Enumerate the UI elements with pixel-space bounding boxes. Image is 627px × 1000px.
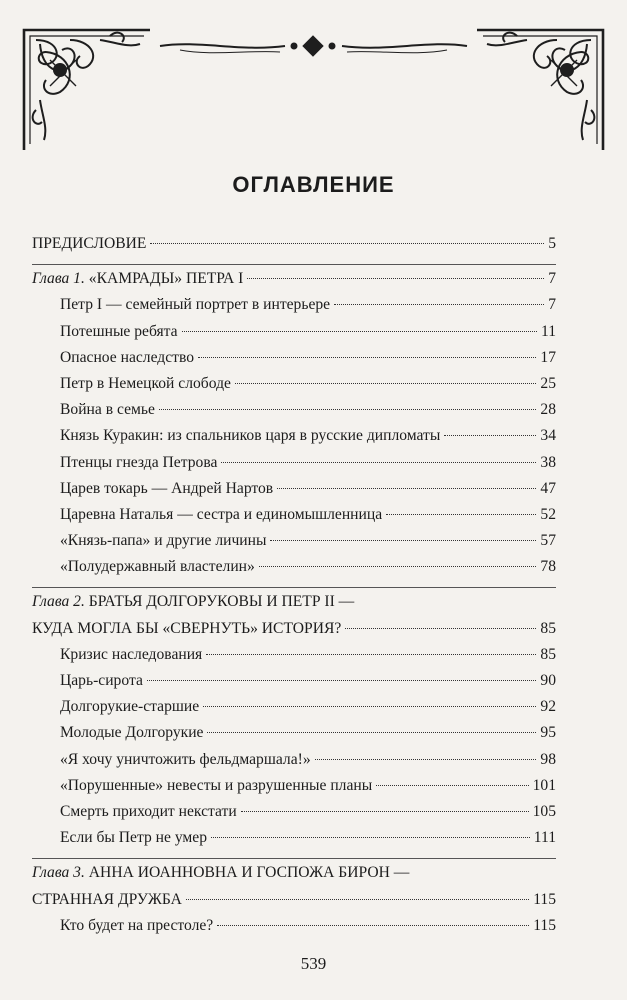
toc-page-number: 47 <box>540 479 556 497</box>
section-title: «Полудержавный властелин» <box>60 558 255 576</box>
toc-page-number: 115 <box>533 890 556 908</box>
toc-section[interactable] <box>32 802 556 828</box>
section-title: Долгорукие-старшие <box>60 698 200 716</box>
dot-leader <box>270 540 536 541</box>
chapter-title: «КАМРАДЫ» ПЕТРА I <box>88 270 244 288</box>
dot-leader <box>221 462 536 463</box>
toc-page-number: 25 <box>540 374 556 392</box>
section-title: Смерть приходит некстати <box>60 802 237 820</box>
toc-section[interactable] <box>32 671 556 697</box>
toc-page-number: 11 <box>540 322 556 340</box>
toc-section[interactable] <box>32 400 556 426</box>
toc-page-number: 17 <box>540 348 556 366</box>
chapter-title-line-2: КУДА МОГЛА БЫ «СВЕРНУТЬ» ИСТОРИЯ? <box>32 619 342 637</box>
toc-entry-preface[interactable] <box>32 234 556 260</box>
page-title: ОГЛАВЛЕНИЕ <box>232 172 395 197</box>
toc-section[interactable] <box>32 453 556 479</box>
dot-leader <box>315 759 537 760</box>
toc-chapter-1[interactable] <box>32 269 556 295</box>
section-title: «Я хочу уничтожить фельдмаршала!» <box>60 750 311 768</box>
chapter-title: БРАТЬЯ ДОЛГОРУКОВЫ И ПЕТР II — <box>88 593 355 611</box>
dot-leader <box>206 654 536 655</box>
toc-page-number: 34 <box>540 427 556 445</box>
toc-section[interactable] <box>32 776 556 802</box>
section-title: Война в семье <box>60 401 155 419</box>
right-corner-ornament <box>477 30 603 150</box>
toc-section[interactable] <box>32 645 556 671</box>
toc-chapter-3[interactable] <box>32 863 556 889</box>
dot-leader <box>444 435 536 436</box>
table-of-contents <box>32 234 556 942</box>
header-ornament <box>0 0 627 175</box>
toc-section[interactable] <box>32 697 556 723</box>
dot-leader <box>198 357 536 358</box>
toc-section[interactable] <box>32 828 556 854</box>
center-divider-ornament <box>160 36 467 56</box>
section-title: Потешные ребята <box>60 322 178 340</box>
dot-leader <box>211 837 530 838</box>
section-title: Кризис наследования <box>60 645 203 663</box>
toc-section[interactable] <box>32 426 556 452</box>
page-number: 539 <box>300 954 327 973</box>
toc-page-number: 38 <box>540 453 556 471</box>
section-title: «Князь-папа» и другие личины <box>60 532 267 550</box>
toc-entry-title: ПРЕДИСЛОВИЕ <box>32 235 147 252</box>
toc-chapter-2[interactable] <box>32 592 556 618</box>
dot-leader <box>386 514 536 515</box>
dot-leader <box>150 243 544 244</box>
toc-page-number: 105 <box>532 802 556 820</box>
toc-page-number: 52 <box>540 505 556 523</box>
toc-page-number: 28 <box>540 401 556 419</box>
section-title: Молодые Долгорукие <box>60 724 204 742</box>
section-title: Петр в Немецкой слободе <box>60 374 231 392</box>
dot-leader <box>203 706 536 707</box>
chapter-label: Глава 3. <box>32 864 85 882</box>
toc-page-number: 85 <box>540 645 556 663</box>
toc-section[interactable] <box>32 322 556 348</box>
chapter-label: Глава 1. <box>32 270 85 288</box>
dot-leader <box>376 785 528 786</box>
toc-page-number: 90 <box>540 672 556 689</box>
dot-leader <box>241 811 529 812</box>
separator-line <box>32 858 556 859</box>
section-title: Птенцы гнезда Петрова <box>60 453 218 471</box>
chapter-title-line-2: СТРАННАЯ ДРУЖБА <box>32 890 182 908</box>
toc-section[interactable] <box>32 479 556 505</box>
separator-line <box>32 587 556 588</box>
dot-leader <box>207 732 536 733</box>
dot-leader <box>277 488 536 489</box>
section-title: Князь Куракин: из спальников царя в русские дипломаты <box>60 427 441 445</box>
section-title: «Порушенные» невесты и разрушенные планы <box>60 776 373 794</box>
toc-page-number: 78 <box>540 558 556 576</box>
dot-leader <box>159 409 537 410</box>
toc-section[interactable] <box>32 348 556 374</box>
toc-page-number: 115 <box>533 916 556 934</box>
toc-section[interactable] <box>32 531 556 557</box>
section-title: Кто будет на престоле? <box>60 916 214 934</box>
section-title: Царевна Наталья — сестра и единомышленница <box>60 505 383 523</box>
chapter-title: АННА ИОАННОВНА И ГОСПОЖА БИРОН — <box>88 864 410 882</box>
dot-leader <box>147 680 537 681</box>
toc-section[interactable] <box>32 505 556 531</box>
toc-section[interactable] <box>32 374 556 400</box>
dot-leader <box>334 304 544 305</box>
separator-line <box>32 264 556 265</box>
toc-page-number: 7 <box>548 270 556 288</box>
toc-page-number: 98 <box>540 750 556 768</box>
left-corner-ornament <box>24 30 150 150</box>
toc-section[interactable] <box>32 723 556 749</box>
dot-leader <box>182 331 537 332</box>
toc-section[interactable] <box>32 295 556 321</box>
toc-page-number: 57 <box>540 532 556 550</box>
toc-section[interactable] <box>32 750 556 776</box>
section-title: Если бы Петр не умер <box>60 829 208 847</box>
toc-chapter-2-continued[interactable] <box>32 619 556 645</box>
toc-section[interactable] <box>32 557 556 583</box>
toc-chapter-3-continued[interactable] <box>32 890 556 916</box>
dot-leader <box>345 628 536 629</box>
toc-page-number: 101 <box>532 776 556 794</box>
toc-page-number: 92 <box>540 698 556 716</box>
chapter-label: Глава 2. <box>32 593 85 611</box>
section-title: Опасное наследство <box>60 348 195 366</box>
toc-page-number: 7 <box>548 296 556 314</box>
dot-leader <box>186 899 529 900</box>
toc-page-number: 5 <box>548 235 556 252</box>
section-title: Царь-сирота <box>60 672 143 689</box>
dot-leader <box>259 566 537 567</box>
dot-leader <box>217 925 529 926</box>
toc-section[interactable] <box>32 916 556 942</box>
toc-page-number: 85 <box>540 619 556 637</box>
dot-leader <box>235 383 536 384</box>
section-title: Царев токарь — Андрей Нартов <box>60 479 274 497</box>
toc-page-number: 111 <box>533 829 556 847</box>
toc-page-number: 95 <box>540 724 556 742</box>
section-title: Петр I — семейный портрет в интерьере <box>60 296 331 314</box>
dot-leader <box>247 278 544 279</box>
